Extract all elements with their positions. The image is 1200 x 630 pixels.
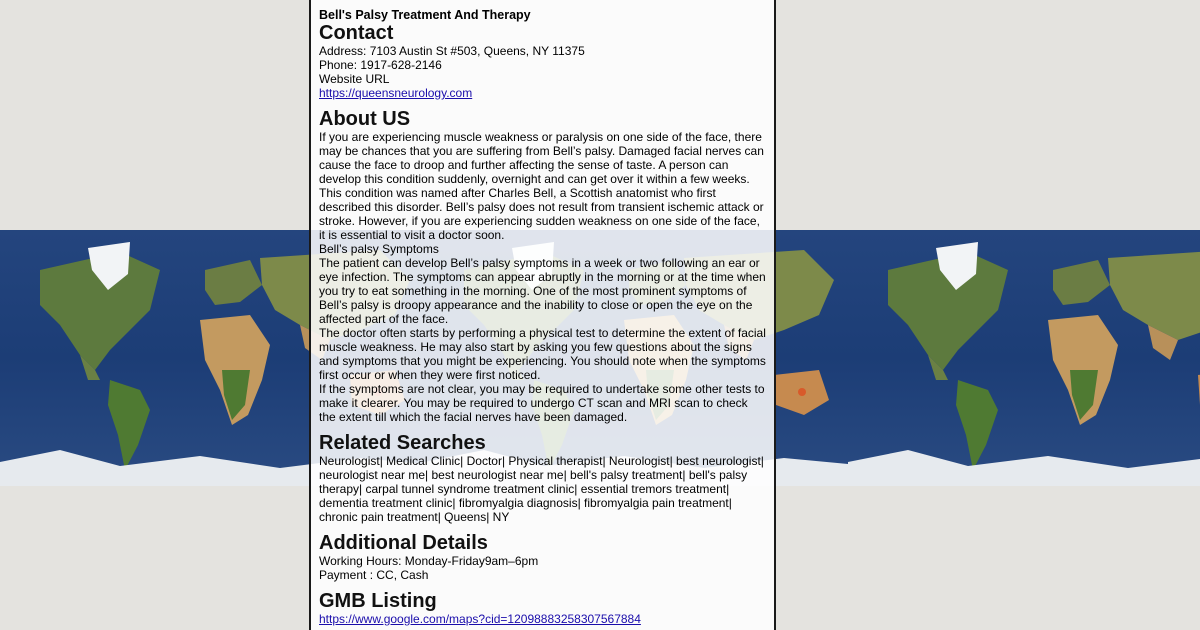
additional-details-heading: Additional Details xyxy=(319,532,488,554)
phone-text: Phone: 1917-628-2146 xyxy=(319,58,442,72)
contact-heading: Contact xyxy=(319,22,394,44)
gmb-listing-heading: GMB Listing xyxy=(319,590,437,612)
about-heading: About US xyxy=(319,108,411,130)
gmb-listing-link[interactable]: https://www.google.com/maps?cid=12098883258307567884 xyxy=(319,612,641,626)
about-paragraph-symptoms: The patient can develop Bell’s palsy symptoms in a week or two following an ear or eye infection. The symptoms can appear abruptly in the morning or at the time when you try to eat something in the morning. One of the most prominent symptoms of Bell’s palsy is droopy appearance and the inability to close or open the eye on the affected part of the face. xyxy=(319,256,766,326)
about-paragraph-diagnosis: The doctor often starts by performing a physical test to determine the extent of facial muscle weakness. He may also start by asking you few questions about the signs and symptoms that you might be experiencing. You should note when the symptoms first occur or when they were first noticed. xyxy=(319,326,766,382)
payment-text: Payment : CC, Cash xyxy=(319,568,429,582)
symptoms-subheading: Bell’s palsy Symptoms xyxy=(319,242,439,256)
website-label: Website URL xyxy=(319,72,390,86)
website-link[interactable]: https://queensneurology.com xyxy=(319,86,473,100)
page-title: Bell's Palsy Treatment And Therapy xyxy=(319,8,531,22)
working-hours-text: Working Hours: Monday-Friday9am–6pm xyxy=(319,554,539,568)
related-searches-text: Neurologist| Medical Clinic| Doctor| Physical therapist| Neurologist| best neurologist| neurologist near me| best neurologist near me| bell's palsy treatment| bell's palsy therapy| carpal tunnel syndrome treatment clinic| essential tremors treatment| dementia treatment clinic| fibromyalgia diagnosis| fibromyalgia pain treatment| chronic pain treatment| Queens| NY xyxy=(319,454,764,524)
listing-card xyxy=(309,0,776,630)
address-text: Address: 7103 Austin St #503, Queens, NY 11375 xyxy=(319,44,585,58)
related-searches-heading: Related Searches xyxy=(319,432,486,454)
about-paragraph-intro: If you are experiencing muscle weakness or paralysis on one side of the face, there may be chances that you are suffering from Bell’s palsy. Damaged facial nerves can cause the face to droop and further affecting the sense of taste. A person can develop this condition suddenly, overnight and can get over it within a few weeks. This condition was named after Charles Bell, a Scottish anatomist who first described this disorder. Bell’s palsy does not result from transient ischemic attack or stroke. However, if you are experiencing sudden weakness on one side of the face, it is essential to visit a doctor soon. xyxy=(319,130,764,242)
about-paragraph-tests: If the symptoms are not clear, you may be required to undertake some other tests to make it clearer. You may be required to undergo CT scan and MRI scan to check the extent till which the facial nerves have been damaged. xyxy=(319,382,765,424)
